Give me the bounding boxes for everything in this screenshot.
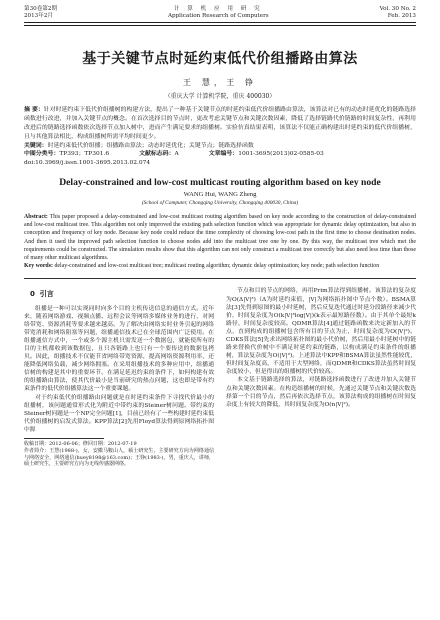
body-paragraph: 节点和目的节点的网络，再用Prim算法得到组播树。该算法的复杂度为O(Δ|V|³)（Δ为时延约束值，|V|为网络拓扑图中节点个数）。BSMA算法[3]先得到原图的最小时延树，然后反复迭代通过时延分段路径来减少代价，时间复杂度为O(k|V|³log|V|)(k表示最短路径数）。由于其单个最短k路径，时间复杂度较高。QDMR算法[4]通过链路函数来决定新加入的节点，直到构成的组播树包含所有目的节点为止，时间复杂度为O(|V|²)。CDKS算法[5]先求出网络拓扑图的最小代价树，然后用最小时延树中的链路来替换代价树中不满足时延约束的链路，以构成满足约束条件的组播树，算法复杂度为O(|V|²)。上述算法中KPP和BSMA算法虽然性能较优，但时间复杂度高，不适用于大型网络，而QDMR和CDKS算法虽然时间复杂度较小，但是得出的组播树的代价较高。: [226, 288, 416, 376]
abstract-cn-label: 摘 要：: [24, 106, 44, 113]
keywords-en-label: Key words:: [24, 263, 53, 270]
clc-value: TP393；TP301.6: [59, 151, 110, 158]
body-columns: [24, 287, 416, 468]
doc-code-field: [139, 150, 179, 159]
abstract-en: [24, 213, 416, 262]
footnote-received: 收稿日期：2012-06-06；修回日期：2012-07-19: [24, 441, 137, 448]
abstract-divider: [24, 278, 416, 279]
doc-code-label: 文献标志码：: [139, 151, 175, 158]
paper-title-en: Delay-constrained and low-cost multicast routing algorithm based on key node: [59, 177, 381, 189]
abstract-en-label: Abstract:: [24, 214, 48, 221]
authors-cn: 王 慧，王 铮: [182, 76, 258, 87]
doc-code-value: A: [174, 151, 179, 158]
clc-label: 中图分类号：: [24, 151, 60, 158]
header-right: [380, 6, 416, 20]
date-en: Feb. 2013: [387, 13, 416, 20]
section-number: 0: [30, 290, 35, 299]
article-no-label: 文章编号：: [208, 151, 239, 158]
journal-name-cn: 计 算 机 应 用 研 究: [173, 6, 263, 12]
running-header: [24, 6, 416, 20]
body-column-left: [24, 287, 214, 468]
volume-en: Vol. 30 No. 2: [379, 6, 416, 12]
header-left: [24, 6, 57, 20]
article-no-value: 1001-3695(2013)02-0585-03: [238, 151, 324, 158]
keywords-cn-text: 时延约束低代价组播；组播路由算法；动态时延优化；关键节点；链路选择函数: [47, 142, 254, 149]
body-paragraph: 对于约束低代价组播路由问题就是在时延约束条件下寻找代价最小的组播树，该问题通常形式化为附近中带约束的Steiner树问题。带约束的Steiner树问题是一个NP完全问题[1]，目前已经有了一些构建时延约束低代价组播树的启发式算法。KPP算法[2]先用Floyd算法得到原网络拓扑图中源: [24, 394, 214, 433]
footnote-rule: [24, 438, 104, 439]
article-no-field: [209, 150, 324, 159]
abstract-cn: [24, 106, 416, 142]
abstract-cn-text: 针对时延约束下低代价组播树的构建方法，提出了一种基于关键节点的时延约束低代价组播路由算法，该算法对已有的动态时延优化的链路选择函数进行改进，并加入关键节点的概念。在首次选择目的节点时，更改考虑关键节点和关键次数因素，降低了选择链路代价链路的时间复杂性，再利用改进后的链路选择函数依次选择节点加入树中，进而产生满足要求的组播树。实验仿真结果表明，该算法不仅能正确构建出时延约束的低代价组播树，且与其他算法相比，构成组播树所需平均时间更少。: [24, 106, 416, 140]
date-cn: 2013年2月: [24, 13, 53, 20]
journal-name-en: Application Research of Computers: [167, 13, 269, 20]
body-column-right: [226, 287, 416, 468]
doi-line: doi:10.3969/j.issn.1001-3695.2013.02.074: [24, 159, 151, 166]
affiliation-cn: （重庆大学 计算机学院，重庆 400030）: [164, 92, 276, 100]
abstract-en-text: This paper proposed a delay-constrained and low-cost multicast routing algorithm based on key node according to the construction of delay-constrained and low-cost multicast tree. This algorithm not only improved the existing path selection function which was appropriate for dynamic delay optimization, but also in conception and frequency of key node. Because key node could reduce the time complexity of choosing low-cost path in the first time to choose destination nodes. And then it used the improved path selection function to choose nodes add into the multicast tree one by one. By this way, the multicast tree which met the requirements could be constructed. The simulation results show that this algorithm can not only construct a multicast tree correctly but also need less time than those of many other multicast algorithms.: [24, 214, 417, 262]
volume-cn: 第30卷第2期: [24, 6, 58, 12]
keywords-cn: [24, 142, 416, 151]
section-heading: [30, 290, 214, 298]
footnotes: [24, 441, 214, 468]
clc-field: [24, 150, 109, 159]
header-center: [168, 6, 269, 20]
keywords-en: [24, 262, 416, 270]
body-paragraph: 组播是一种可以实现同时向多个目的主机传送信息的通信方式。近年来，随着网络游戏、视频点播、远程会议等网络多媒体业务的进行，对网络带宽、资源消耗等要求越来越高。为了解决由网络实时业务引起的网络带宽消耗和网络阻塞等问题，组播通信技术已在全球范围内广泛使用。在组播通信方式中，一个或多个源主机只需发送一个数据包，就能使所有的目的主机都收到该数据包，且只各链路上也只有一个要传送的数据包拷贝。因此，组播技术不仅能节省网络带宽资源，提高网络资源利用率，还能降低网络负载，减少网络拥塞。在采用组播技术的多种应用中，组播通信树的构建是其中的重要环节。在满足延迟约束的条件下，如何构建有效的组播路由算法，使其代价最小是当前研究的热点问题，这也即是带有约束条件的低代价组播算法这一个重要课题。: [24, 305, 214, 393]
paper-title-cn: 基于关键节点时延约束低代价组播路由算法: [82, 50, 358, 67]
keywords-en-text: delay-constrained and low-cost multicast tree; multicast routing algorithm; dynamic delay optimization; key node; path selection function: [54, 263, 380, 270]
classification-row: [24, 150, 416, 159]
header-rule: [24, 22, 416, 26]
authors-en: WANG Hui, WANG Zheng: [183, 191, 257, 199]
body-paragraph: 本文基于链路选择的算法，对链路选择函数进行了改进并加入关键节点和关键次数因素。在构造组播树的时候，先通过关键节点和关键次数选择第一个目的节点，然后再依次选择节点，该算法构成的组播树在时间复杂度上有较大的降低，其时间复杂度为O(n|V|²)。: [226, 377, 416, 408]
section-title: 引言: [39, 290, 54, 299]
footnote-author-bio: 作者简介：王慧(1988-)，女，安徽马鞍山人，硕士研究生，主要研究方向为网络通信与网络安全，网络通信(huey8198@163.com)；王铮(1983-)，男，重庆人，讲师，硕士研究生，主要研究方向为无线传感器网络。: [24, 447, 214, 468]
keywords-cn-label: 关键词：: [24, 142, 48, 149]
affiliation-en: (School of Computer, Chongqing University, Chongqing 400030, China): [141, 200, 299, 207]
